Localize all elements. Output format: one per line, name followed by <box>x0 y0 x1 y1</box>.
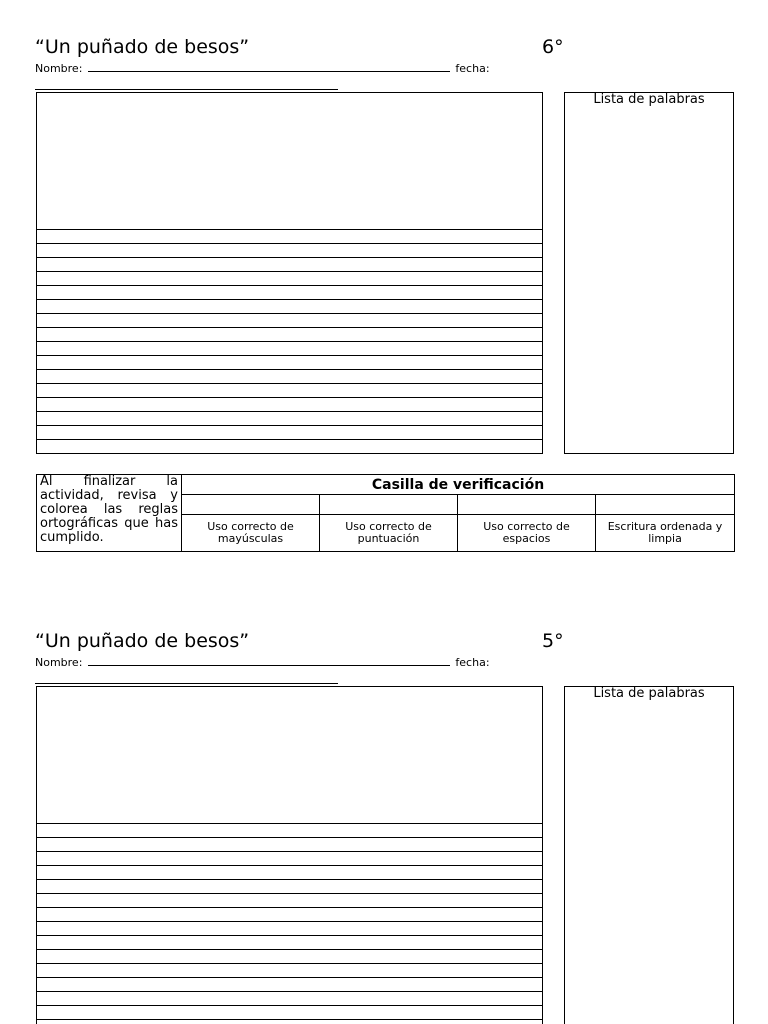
drawing-area[interactable] <box>37 687 542 823</box>
writing-line <box>37 397 542 398</box>
writing-line <box>37 921 542 922</box>
writing-box[interactable] <box>36 686 543 1024</box>
writing-line <box>37 865 542 866</box>
writing-line <box>37 1005 542 1006</box>
criterion-label: Uso correcto de puntuación <box>320 515 458 552</box>
writing-line <box>37 327 542 328</box>
checklist-instructions: Al finalizar la actividad, revisa y colorea las reglas ortográficas que has cumplido. <box>37 475 182 552</box>
writing-line <box>37 285 542 286</box>
writing-line <box>37 907 542 908</box>
writing-line <box>37 879 542 880</box>
criterion-label: Uso correcto de mayúsculas <box>182 515 320 552</box>
writing-box[interactable] <box>36 92 543 454</box>
writing-line <box>37 355 542 356</box>
word-list-box[interactable] <box>564 92 734 454</box>
writing-line <box>37 425 542 426</box>
date-label: fecha: <box>455 62 490 75</box>
word-list-title: Lista de palabras <box>593 686 705 701</box>
writing-line <box>37 341 542 342</box>
writing-line <box>37 257 542 258</box>
criterion-label: Uso correcto de espacios <box>458 515 596 552</box>
writing-line <box>37 823 542 824</box>
checkbox-cell-espacios[interactable] <box>458 495 596 515</box>
writing-line <box>37 963 542 964</box>
writing-line <box>37 977 542 978</box>
checkbox-cell-mayusculas[interactable] <box>182 495 320 515</box>
checklist-title: Casilla de verificación <box>182 475 735 495</box>
writing-line <box>37 411 542 412</box>
date-label: fecha: <box>455 656 490 669</box>
writing-line <box>37 991 542 992</box>
word-list-title: Lista de palabras <box>593 92 705 107</box>
name-label: Nombre: <box>35 62 83 75</box>
drawing-area[interactable] <box>37 93 542 229</box>
name-label: Nombre: <box>35 656 83 669</box>
grade-label: 5° <box>542 630 564 652</box>
name-date-row <box>35 655 490 669</box>
name-field[interactable] <box>88 655 450 666</box>
writing-line <box>37 851 542 852</box>
writing-line <box>37 369 542 370</box>
writing-line <box>37 893 542 894</box>
writing-line <box>37 229 542 230</box>
worksheet-title: “Un puñado de besos” <box>35 630 250 652</box>
checklist-table <box>36 474 735 552</box>
writing-line <box>37 949 542 950</box>
writing-line <box>37 383 542 384</box>
writing-line <box>37 1019 542 1020</box>
criterion-label: Escritura ordenada y limpia <box>596 515 735 552</box>
worksheet-section-grade-5 <box>0 594 768 1024</box>
checkbox-cell-puntuacion[interactable] <box>320 495 458 515</box>
writing-line <box>37 299 542 300</box>
writing-line <box>37 439 542 440</box>
grade-label: 6° <box>542 36 564 58</box>
name-date-row <box>35 61 490 75</box>
worksheet-title: “Un puñado de besos” <box>35 36 250 58</box>
writing-line <box>37 271 542 272</box>
name-field[interactable] <box>88 61 450 72</box>
date-field-line[interactable] <box>35 683 338 684</box>
checkbox-cell-escritura[interactable] <box>596 495 735 515</box>
writing-line <box>37 243 542 244</box>
writing-line <box>37 313 542 314</box>
word-list-box[interactable] <box>564 686 734 1024</box>
writing-line <box>37 837 542 838</box>
date-field-line[interactable] <box>35 89 338 90</box>
writing-line <box>37 935 542 936</box>
